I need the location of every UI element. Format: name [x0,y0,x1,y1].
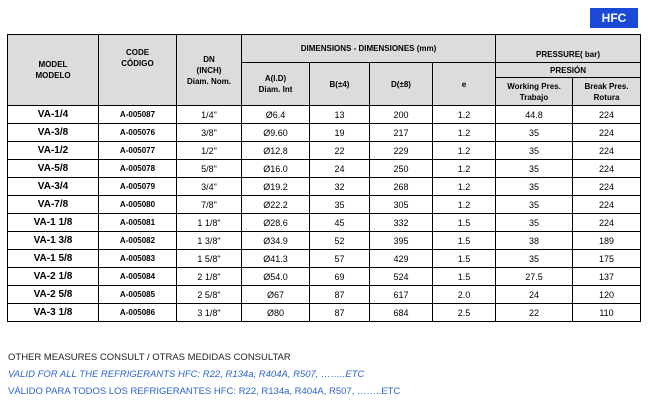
cell-d: 268 [370,178,433,196]
cell-a: Ø41.3 [242,250,310,268]
cell-e: 1.2 [433,160,496,178]
cell-a: Ø54.0 [242,268,310,286]
cell-code: A-005077 [99,142,177,160]
cell-d: 229 [370,142,433,160]
note-valid-english: VALID FOR ALL THE REFRIGERANTS HFC: R22, R134a, R404A, R507, ……..ETC [8,369,365,380]
cell-b: 22 [310,142,370,160]
cell-e: 1.2 [433,106,496,124]
cell-b: 24 [310,160,370,178]
table-row [8,160,641,178]
header-pressure: PRESSURE( bar) [496,35,641,63]
cell-model: VA-1 3/8 [8,232,99,250]
table-row [8,268,641,286]
cell-d: 395 [370,232,433,250]
cell-b: 69 [310,268,370,286]
cell-working: 35 [496,214,573,232]
cell-e: 1.5 [433,232,496,250]
note-valid-spanish: VÁLIDO PARA TODOS LOS REFRIGERANTES HFC: R22, R134a, R404A, R507, ……..ETC [8,386,401,397]
cell-break: 224 [573,124,641,142]
cell-dn: 3 1/8" [177,304,242,322]
table-row [8,214,641,232]
cell-d: 617 [370,286,433,304]
cell-dn: 3/8" [177,124,242,142]
cell-break: 224 [573,196,641,214]
header-dn: DN (INCH) Diam. Nom. [177,35,242,106]
cell-break: 224 [573,214,641,232]
cell-d: 332 [370,214,433,232]
header-dimensions: DIMENSIONS - DIMENSIONES (mm) [242,35,496,63]
table-row [8,304,641,322]
cell-working: 38 [496,232,573,250]
cell-working: 35 [496,142,573,160]
table-row [8,196,641,214]
cell-e: 2.5 [433,304,496,322]
cell-e: 1.2 [433,142,496,160]
cell-e: 1.2 [433,124,496,142]
table-row [8,250,641,268]
cell-working: 35 [496,250,573,268]
cell-e: 1.5 [433,214,496,232]
cell-working: 35 [496,160,573,178]
cell-d: 250 [370,160,433,178]
cell-working: 35 [496,196,573,214]
cell-model: VA-1/2 [8,142,99,160]
cell-break: 137 [573,268,641,286]
cell-a: Ø28.6 [242,214,310,232]
cell-a: Ø80 [242,304,310,322]
cell-b: 87 [310,304,370,322]
table-row [8,232,641,250]
cell-dn: 5/8" [177,160,242,178]
cell-d: 305 [370,196,433,214]
cell-b: 32 [310,178,370,196]
note-other-measures: OTHER MEASURES CONSULT / OTRAS MEDIDAS CONSULTAR [8,352,291,363]
cell-e: 1.5 [433,250,496,268]
cell-model: VA-7/8 [8,196,99,214]
cell-dn: 2 5/8" [177,286,242,304]
header-a: A(I.D) Diam. Int [242,63,310,106]
cell-break: 224 [573,160,641,178]
header-d: D(±8) [370,63,433,106]
cell-break: 224 [573,142,641,160]
cell-a: Ø12.8 [242,142,310,160]
cell-code: A-005087 [99,106,177,124]
cell-b: 13 [310,106,370,124]
cell-d: 217 [370,124,433,142]
cell-b: 19 [310,124,370,142]
cell-code: A-005085 [99,286,177,304]
hfc-badge: HFC [590,8,638,28]
cell-b: 35 [310,196,370,214]
cell-model: VA-3/8 [8,124,99,142]
table-row [8,178,641,196]
cell-code: A-005086 [99,304,177,322]
cell-a: Ø9.60 [242,124,310,142]
cell-code: A-005081 [99,214,177,232]
cell-e: 1.5 [433,268,496,286]
cell-d: 684 [370,304,433,322]
cell-code: A-005076 [99,124,177,142]
cell-code: A-005079 [99,178,177,196]
cell-e: 2.0 [433,286,496,304]
cell-break: 120 [573,286,641,304]
cell-code: A-005083 [99,250,177,268]
cell-dn: 3/4" [177,178,242,196]
cell-dn: 1 5/8" [177,250,242,268]
header-working: Working Pres. Trabajo [496,78,573,106]
cell-model: VA-3/4 [8,178,99,196]
cell-dn: 2 1/8" [177,268,242,286]
table-row [8,106,641,124]
cell-dn: 1/2" [177,142,242,160]
cell-a: Ø6.4 [242,106,310,124]
cell-dn: 7/8" [177,196,242,214]
cell-break: 224 [573,178,641,196]
cell-a: Ø34.9 [242,232,310,250]
cell-working: 22 [496,304,573,322]
cell-b: 57 [310,250,370,268]
header-model: MODEL MODELO [8,35,99,106]
cell-code: A-005082 [99,232,177,250]
cell-working: 35 [496,178,573,196]
cell-b: 45 [310,214,370,232]
cell-a: Ø19.2 [242,178,310,196]
cell-model: VA-2 5/8 [8,286,99,304]
cell-b: 52 [310,232,370,250]
cell-e: 1.2 [433,178,496,196]
cell-code: A-005084 [99,268,177,286]
table-row [8,142,641,160]
header-break: Break Pres. Rotura [573,78,641,106]
header-presion: PRESIÓN [496,63,641,78]
header-b: B(±4) [310,63,370,106]
cell-model: VA-2 1/8 [8,268,99,286]
cell-dn: 1/4" [177,106,242,124]
cell-working: 24 [496,286,573,304]
cell-break: 175 [573,250,641,268]
cell-model: VA-1 1/8 [8,214,99,232]
cell-working: 35 [496,124,573,142]
header-code: CODE CÓDIGO [99,35,177,106]
cell-d: 524 [370,268,433,286]
cell-a: Ø67 [242,286,310,304]
cell-d: 429 [370,250,433,268]
cell-code: A-005078 [99,160,177,178]
specifications-table [7,34,641,322]
cell-dn: 1 3/8" [177,232,242,250]
table-row [8,286,641,304]
table-row [8,124,641,142]
cell-working: 27.5 [496,268,573,286]
cell-b: 87 [310,286,370,304]
cell-model: VA-1/4 [8,106,99,124]
cell-break: 224 [573,106,641,124]
cell-a: Ø22.2 [242,196,310,214]
cell-model: VA-3 1/8 [8,304,99,322]
cell-model: VA-1 5/8 [8,250,99,268]
cell-dn: 1 1/8" [177,214,242,232]
cell-working: 44.8 [496,106,573,124]
cell-model: VA-5/8 [8,160,99,178]
header-e: e [433,63,496,106]
cell-d: 200 [370,106,433,124]
cell-a: Ø16.0 [242,160,310,178]
cell-break: 189 [573,232,641,250]
cell-break: 110 [573,304,641,322]
cell-code: A-005080 [99,196,177,214]
cell-e: 1.2 [433,196,496,214]
